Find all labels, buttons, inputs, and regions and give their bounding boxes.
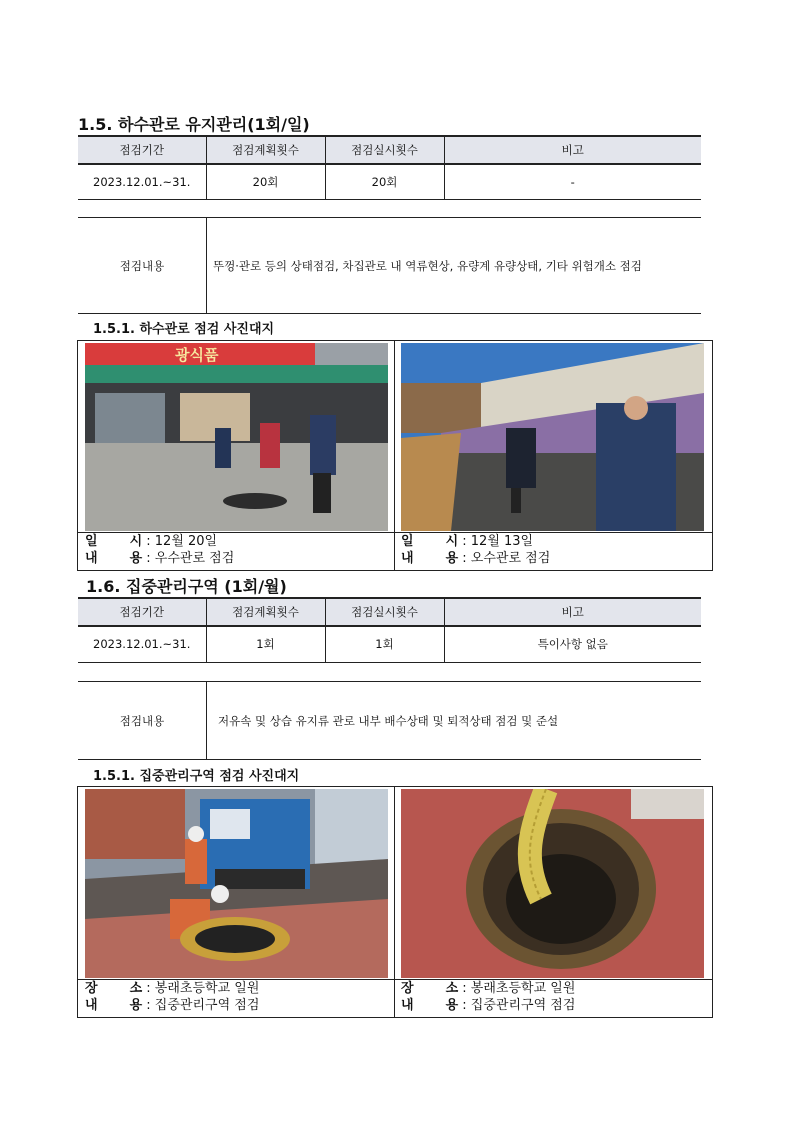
cell-remarks: 특이사항 없음 (444, 626, 701, 662)
col-header-remarks: 비고 (444, 136, 701, 164)
caption-photo-2: 일 시 : 12월 13일 내 용 : 오수관로 점검 (401, 534, 551, 566)
col-header-period: 점검기간 (78, 598, 206, 626)
photo-cleaning-truck (85, 789, 388, 978)
col-header-performed: 점검실시횟수 (325, 136, 444, 164)
content-label: 점검내용 (78, 218, 207, 313)
photo-manhole-interior (401, 789, 704, 978)
cell-performed: 20회 (325, 164, 444, 199)
caption-photo-1: 일 시 : 12월 20일 내 용 : 우수관로 점검 (85, 534, 235, 566)
photo-section-title-1-5-1: 1.5.1. 하수관로 점검 사진대지 (93, 322, 275, 337)
cell-planned: 1회 (206, 626, 325, 662)
cell-planned: 20회 (206, 164, 325, 199)
photo-stormwater-inspection (85, 343, 388, 531)
content-text: 뚜껑·관로 등의 상태점검, 차집관로 내 역류현상, 유량계 유량상태, 기타 위험개소 점검 (213, 258, 642, 273)
col-header-performed: 점검실시횟수 (325, 598, 444, 626)
cell-performed: 1회 (325, 626, 444, 662)
col-header-planned: 점검계획횟수 (206, 598, 325, 626)
content-label: 점검내용 (78, 682, 207, 759)
cell-period: 2023.12.01.~31. (78, 164, 206, 199)
section-title-1-6: 1.6. 집중관리구역 (1회/월) (86, 577, 287, 596)
section-title-1-5: 1.5. 하수관로 유지관리(1회/일) (78, 115, 310, 134)
inspection-content-1-6 (78, 681, 701, 760)
inspection-table-1-5 (78, 135, 701, 200)
content-text: 저유속 및 상습 유지류 관로 내부 배수상태 및 퇴적상태 점검 및 준설 (218, 713, 559, 728)
cell-period: 2023.12.01.~31. (78, 626, 206, 662)
col-header-period: 점검기간 (78, 136, 206, 164)
cell-remarks: - (444, 164, 701, 199)
col-header-planned: 점검계획횟수 (206, 136, 325, 164)
inspection-table-1-6 (78, 597, 701, 663)
col-header-remarks: 비고 (444, 598, 701, 626)
photo-sheet-1-5 (77, 340, 713, 571)
caption-photo-3: 장 소 : 봉래초등학교 일원 내 용 : 집중관리구역 점검 (85, 981, 260, 1013)
photo-section-title-1-6-1: 1.5.1. 집중관리구역 점검 사진대지 (93, 769, 300, 784)
photo-sewer-inspection (401, 343, 704, 531)
caption-photo-4: 장 소 : 봉래초등학교 일원 내 용 : 집중관리구역 점검 (401, 981, 576, 1013)
inspection-content-1-5 (78, 217, 701, 314)
photo-sheet-1-6 (77, 786, 713, 1018)
shop-sign-text: 광식품 (175, 346, 219, 364)
